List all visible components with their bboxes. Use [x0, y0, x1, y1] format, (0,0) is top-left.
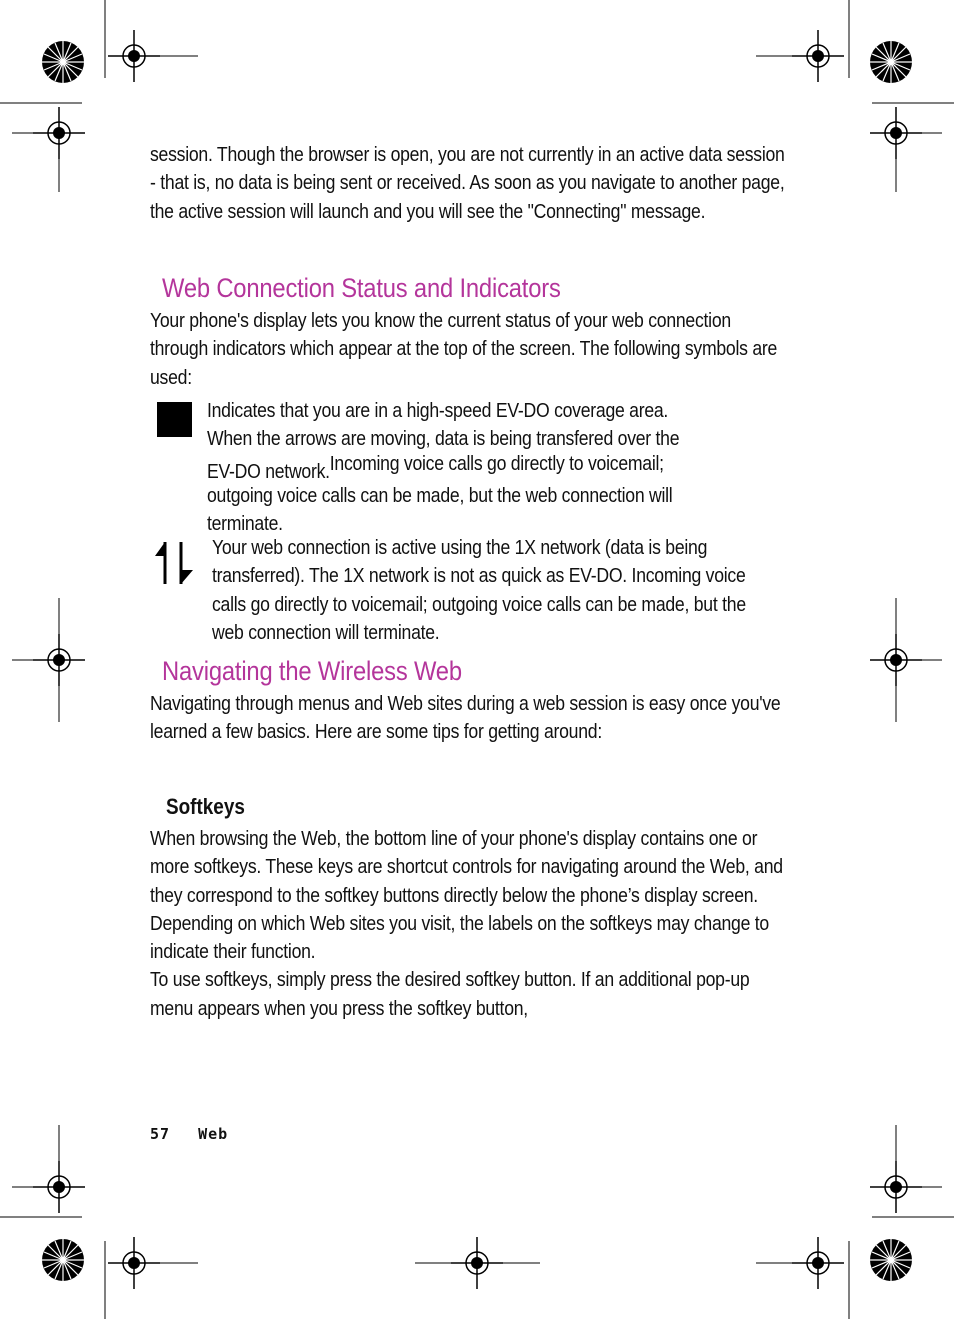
softkeys-paragraphs: When browsing the Web, the bottom line of your phone's display contains one or more softkeys. These keys are shortcut controls for navigating around the Web, and they correspond to the softkey buttons directly below the phone’s display screen. Depending on which Web sites you visit, the labels on the softkeys may change to indicate their function. To use softkeys, simply press the desired softkey button. If an additional pop-up menu appears when you press the softkey button,: [150, 827, 783, 1020]
section2-body: Navigating through menus and Web sites during a web session is easy once you've learned a few basics. Here are some tips for getting around:: [150, 692, 781, 744]
corner-star-top-right: [870, 41, 912, 83]
corner-star-bottom-right: [870, 1239, 912, 1281]
reg-mark-bottom: [105, 1237, 849, 1319]
corner-star-top-left: [42, 41, 84, 83]
reg-mark-lower-side: [0, 1125, 954, 1217]
section1-body: Your phone's display lets you know the current status of your web connection through indicators which appear at the top of the screen. The following symbols are used:: [150, 309, 778, 389]
data-transfer-arrows-icon: [155, 542, 195, 584]
indicator-evdo-description: Indicates that you are in a high-speed EV-DO coverage area. When the arrows are moving, data is being transfered over the EV-DO network.Incoming voice calls go directly to voicemail; outgoing voice calls can be made, but the web connection will terminate.: [207, 399, 680, 536]
footer-section-name: Web: [198, 1125, 229, 1143]
reg-mark-top: [105, 0, 849, 82]
subheading-softkeys: Softkeys: [166, 794, 245, 819]
section-heading-navigating: Navigating the Wireless Web: [162, 656, 462, 686]
evdo-square-icon: [157, 402, 192, 437]
corner-star-bottom-left: [42, 1239, 84, 1281]
intro-paragraph: session. Though the browser is open, you are not currently in an active data session - that is, no data is being sent or received. As soon as you navigate to another page, the active session will launch and you will see the "Connecting" message.: [150, 143, 785, 223]
page-number: 57: [150, 1125, 171, 1143]
section-heading-web-connection: Web Connection Status and Indicators: [162, 273, 561, 303]
indicator-1x-description: Your web connection is active using the 1X network (data is being transferred). The 1X network is not as quick as EV-DO. Incoming voice calls go directly to voicemail; outgoing voice calls can be made, but the web connection will terminate.: [212, 536, 746, 644]
page-footer: [150, 1125, 246, 1143]
